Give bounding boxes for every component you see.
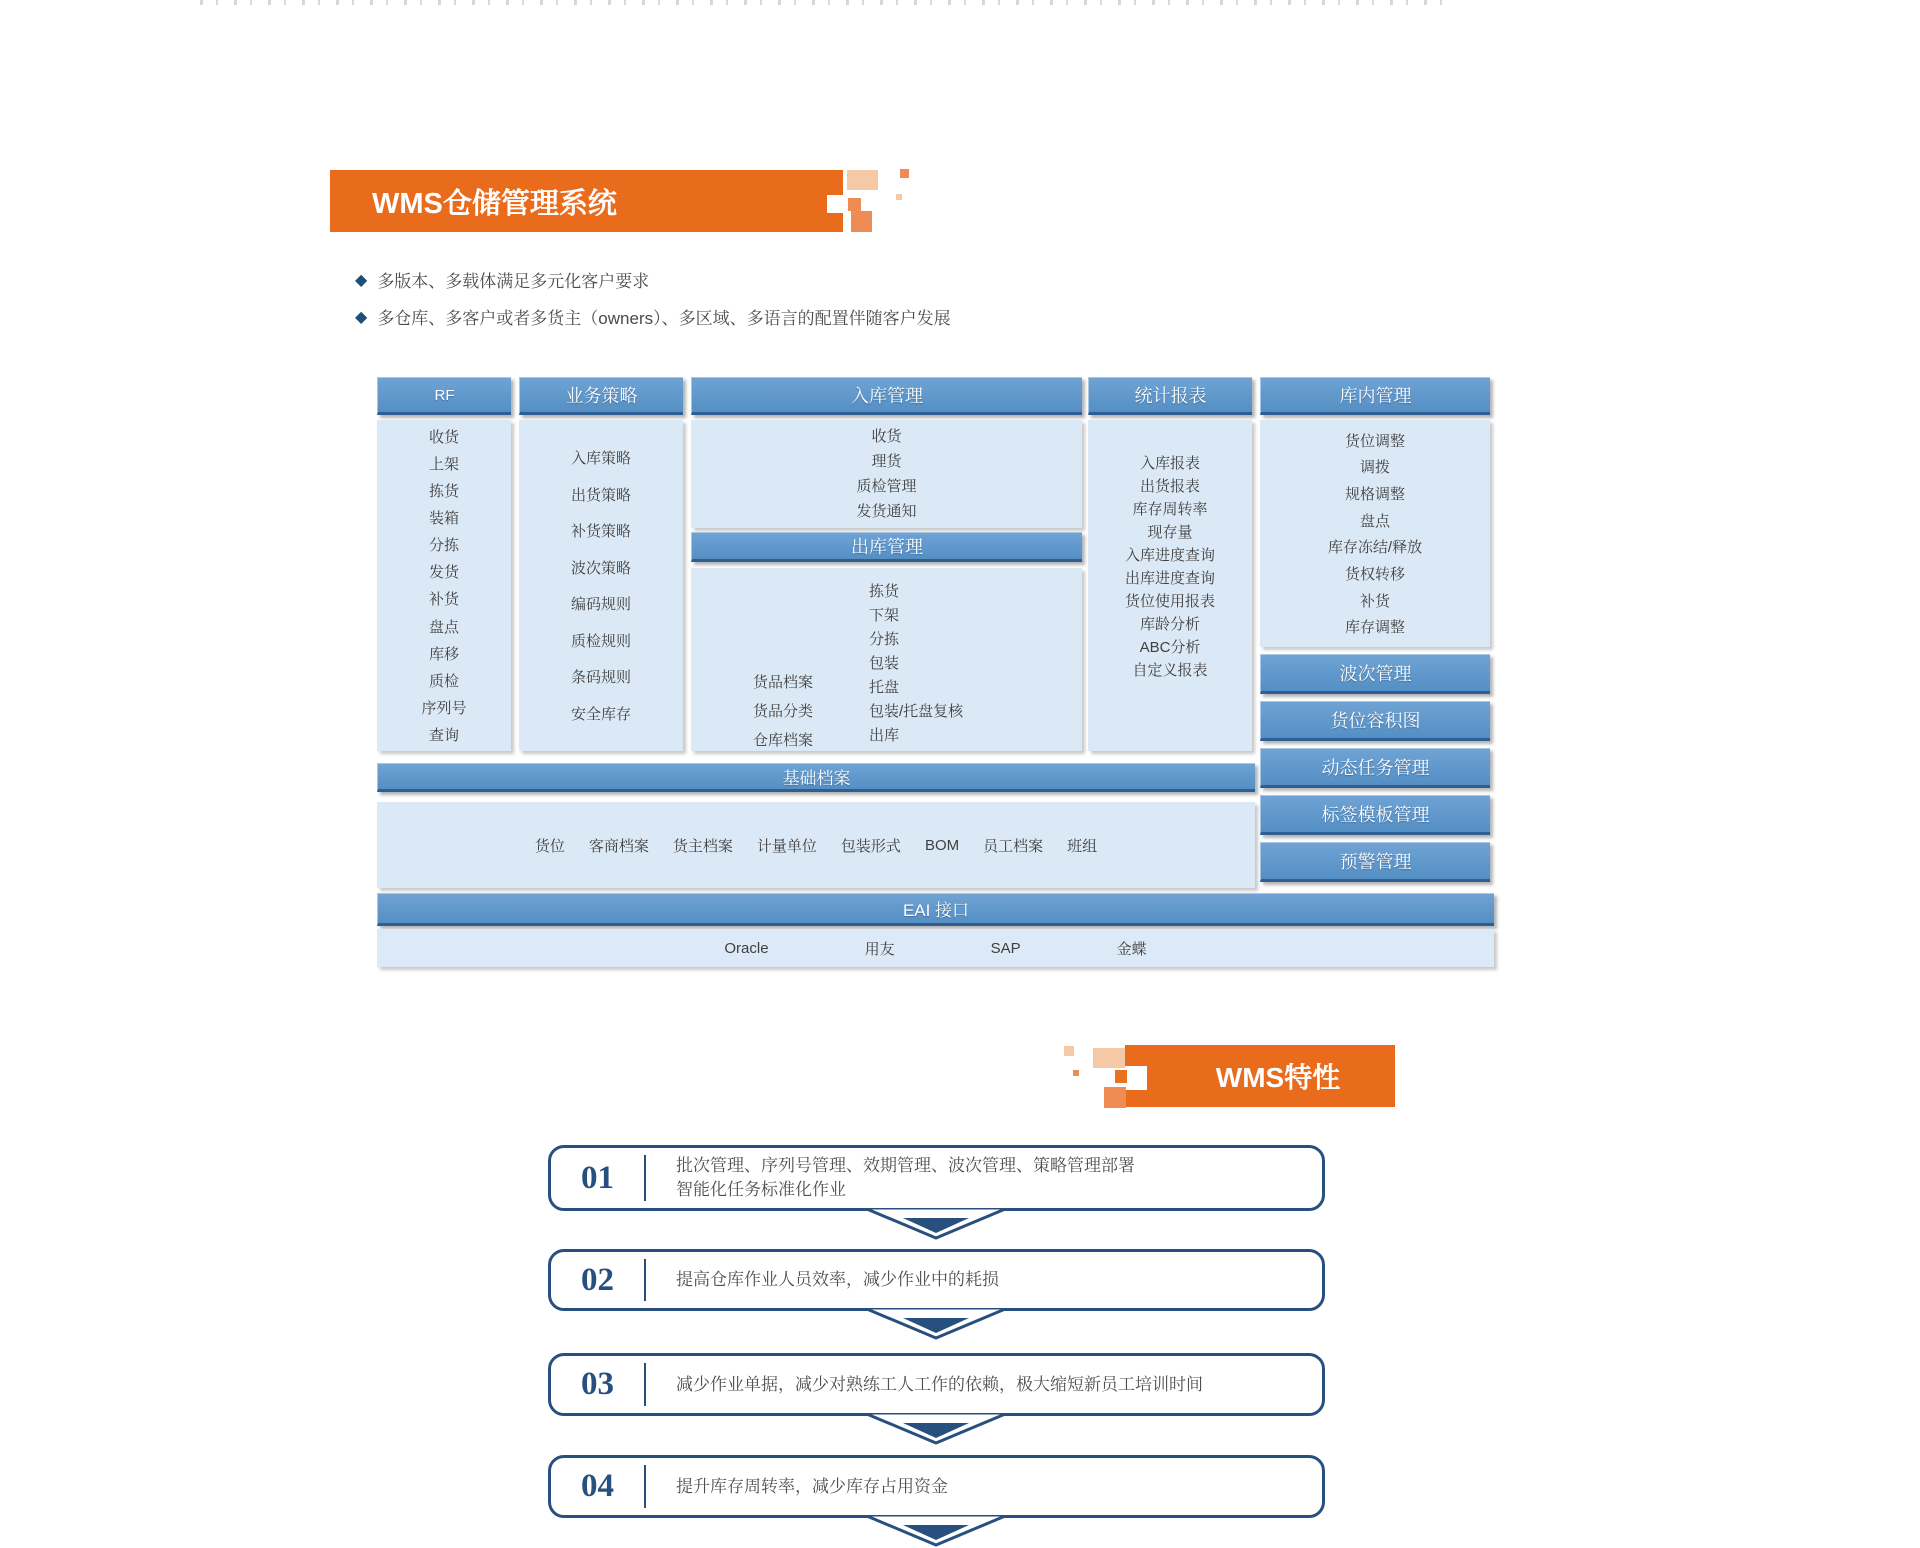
- diagram-item: 入库进度查询: [1124, 547, 1215, 564]
- column-body-outbound: [691, 568, 1082, 751]
- section-banner-features: [1125, 1045, 1395, 1107]
- column-header-warehouse: 库内管理: [1260, 377, 1490, 415]
- chevron-down-icon: [868, 1515, 1004, 1548]
- wms-module-diagram: [377, 377, 1494, 968]
- diagram-item: 库龄分析: [1139, 616, 1200, 633]
- diagram-item: 拣货: [428, 483, 459, 501]
- side-bar-dynamic-task: 动态任务管理: [1260, 748, 1490, 788]
- diagram-item: 包装形式: [840, 837, 901, 855]
- diagram-item: 盘点: [428, 618, 459, 636]
- diamond-icon: ◆: [355, 308, 368, 326]
- diagram-item: 出库: [869, 727, 900, 744]
- divider: [644, 1259, 646, 1301]
- feature-text: [676, 1475, 948, 1499]
- decor-square: [1064, 1046, 1074, 1056]
- eai-vendor: 用友: [864, 940, 895, 958]
- diagram-item: 库存调整: [1344, 619, 1405, 637]
- diagram-item: 计量单位: [756, 837, 817, 855]
- bullet-text: 多版本、多载体满足多元化客户要求: [377, 272, 650, 291]
- outbound-archive-list: [753, 668, 813, 755]
- bullet-line: [355, 304, 951, 329]
- decor-square: [900, 169, 909, 178]
- diagram-item: 包装: [869, 655, 900, 672]
- diagram-item: 发货通知: [856, 503, 917, 520]
- diagram-item: 质检: [428, 672, 459, 690]
- decor-square: [827, 195, 845, 213]
- feature-line: 批次管理、序列号管理、效期管理、波次管理、策略管理部署: [676, 1156, 1135, 1175]
- diagram-item: 货权转移: [1344, 565, 1405, 583]
- decor-square: [1125, 1066, 1147, 1090]
- section-title: WMS仓储管理系统: [372, 187, 617, 220]
- diamond-icon: ◆: [355, 271, 368, 289]
- base-archives-header: 基础档案: [377, 763, 1255, 792]
- column-header-rf: RF: [377, 377, 511, 415]
- decor-square: [1104, 1087, 1126, 1108]
- feature-line: 减少作业单据，减少对熟练工人工作的依赖，极大缩短新员工培训时间: [676, 1374, 1203, 1394]
- diagram-item: 入库策略: [570, 450, 631, 468]
- divider: [644, 1465, 646, 1508]
- diagram-item: 安全库存: [570, 705, 631, 723]
- diagram-item: ABC分析: [1139, 639, 1201, 656]
- diagram-item: 补货: [1359, 592, 1390, 610]
- feature-number: 04: [581, 1468, 614, 1504]
- diagram-item: 发货: [428, 564, 459, 582]
- decor-square: [896, 194, 902, 200]
- feature-line: 智能化任务标准化作业: [676, 1180, 846, 1199]
- eai-vendor: SAP: [990, 939, 1021, 957]
- eai-vendor: Oracle: [724, 939, 769, 957]
- feature-line: 提升库存周转率，减少库存占用资金: [676, 1476, 948, 1496]
- outbound-process-list: [869, 580, 963, 748]
- feature-box-01: [548, 1145, 1325, 1211]
- diagram-item: 分拣: [869, 631, 900, 648]
- decor-square: [847, 170, 878, 190]
- diagram-item: 编码规则: [570, 596, 631, 614]
- feature-line: 提高仓库作业人员效率，减少作业中的耗损: [676, 1270, 999, 1289]
- diagram-item: 条码规则: [570, 669, 631, 687]
- decor-square: [851, 211, 872, 232]
- diagram-item: 补货策略: [570, 523, 631, 541]
- diagram-item: 货位调整: [1344, 432, 1405, 450]
- eai-body: [377, 929, 1494, 967]
- bullet-line: [355, 267, 649, 292]
- diagram-item: 库存冻结/释放: [1327, 539, 1423, 557]
- diagram-item: BOM: [924, 836, 960, 854]
- feature-box-02: [548, 1249, 1325, 1311]
- diagram-item: 出货策略: [570, 486, 631, 504]
- section-banner-wms: [330, 170, 843, 232]
- diagram-item: 自定义报表: [1132, 662, 1208, 679]
- feature-number: 03: [581, 1366, 614, 1402]
- feature-text: [676, 1154, 1135, 1202]
- diagram-item: 货位使用报表: [1124, 593, 1215, 610]
- column-header-reports: 统计报表: [1088, 377, 1252, 415]
- diagram-item: 补货: [428, 591, 459, 609]
- column-body-rf: [377, 420, 511, 751]
- column-header-outbound: 出库管理: [691, 532, 1082, 562]
- section-title: WMS特性: [1215, 1062, 1341, 1093]
- column-header-inbound: 入库管理: [691, 377, 1082, 415]
- diagram-item: 包装/托盘复核: [869, 703, 964, 720]
- diagram-item: 盘点: [1359, 512, 1390, 530]
- diagram-item: 仓库档案: [753, 732, 814, 749]
- eai-header: EAI 接口: [377, 893, 1494, 926]
- diagram-item: 托盘: [869, 679, 900, 696]
- diagram-item: 货品档案: [753, 674, 814, 691]
- diagram-item: 现存量: [1147, 524, 1193, 541]
- diagram-item: 客商档案: [588, 837, 649, 855]
- diagram-item: 收货: [871, 428, 902, 445]
- feature-text: [676, 1268, 999, 1292]
- feature-box-03: [548, 1353, 1325, 1416]
- side-bar-alert-management: 预警管理: [1260, 842, 1490, 882]
- diagram-item: 理货: [871, 453, 902, 470]
- column-header-strategy: 业务策略: [519, 377, 683, 415]
- diagram-item: 班组: [1067, 837, 1098, 855]
- feature-text: [676, 1373, 1203, 1397]
- diagram-item: 分拣: [428, 537, 459, 555]
- side-bar-location-volume: 货位容积图: [1260, 701, 1490, 741]
- chevron-down-icon: [868, 1208, 1004, 1241]
- diagram-item: 收货: [428, 429, 459, 447]
- diagram-item: 上架: [428, 456, 459, 474]
- diagram-item: 装箱: [428, 510, 459, 528]
- column-body-inbound: [691, 420, 1082, 528]
- column-body-reports: [1088, 420, 1252, 751]
- diagram-item: 调拨: [1359, 459, 1390, 477]
- diagram-item: 货主档案: [672, 837, 733, 855]
- diagram-item: 出货报表: [1139, 478, 1200, 495]
- decor-square: [848, 198, 861, 211]
- top-cropped-text-strip: [200, 0, 1455, 5]
- feature-number: 02: [581, 1261, 614, 1298]
- feature-number: 01: [581, 1159, 614, 1196]
- eai-vendor: 金蝶: [1116, 940, 1147, 958]
- diagram-item: 质检管理: [856, 478, 917, 495]
- diagram-item: 序列号: [421, 699, 467, 717]
- diagram-item: 查询: [428, 726, 459, 744]
- decor-square: [1115, 1070, 1127, 1083]
- diagram-item: 入库报表: [1139, 455, 1200, 472]
- diagram-item: 库存周转率: [1132, 501, 1208, 518]
- divider: [644, 1363, 646, 1406]
- diagram-item: 库移: [428, 645, 459, 663]
- column-body-strategy: [519, 420, 683, 751]
- diagram-item: 波次策略: [570, 559, 631, 577]
- bullet-text: 多仓库、多客户或者多货主（owners）、多区域、多语言的配置伴随客户发展: [377, 309, 951, 328]
- diagram-item: 货品分类: [753, 703, 814, 720]
- diagram-item: 下架: [869, 607, 900, 624]
- column-body-warehouse: [1260, 420, 1490, 647]
- feature-box-04: [548, 1455, 1325, 1518]
- diagram-item: 质检规则: [570, 632, 631, 650]
- base-archives-body: [377, 802, 1255, 888]
- diagram-item: 出库进度查询: [1124, 570, 1215, 587]
- diagram-item: 员工档案: [983, 837, 1044, 855]
- decor-square: [1093, 1048, 1125, 1068]
- decor-square: [1073, 1070, 1079, 1076]
- chevron-down-icon: [868, 1308, 1004, 1341]
- side-bar-wave-management: 波次管理: [1260, 654, 1490, 694]
- divider: [644, 1155, 646, 1201]
- diagram-item: 规格调整: [1344, 485, 1405, 503]
- diagram-item: 货位: [534, 837, 565, 855]
- diagram-item: 拣货: [869, 583, 900, 600]
- chevron-down-icon: [868, 1413, 1004, 1446]
- side-bar-label-template: 标签模板管理: [1260, 795, 1490, 835]
